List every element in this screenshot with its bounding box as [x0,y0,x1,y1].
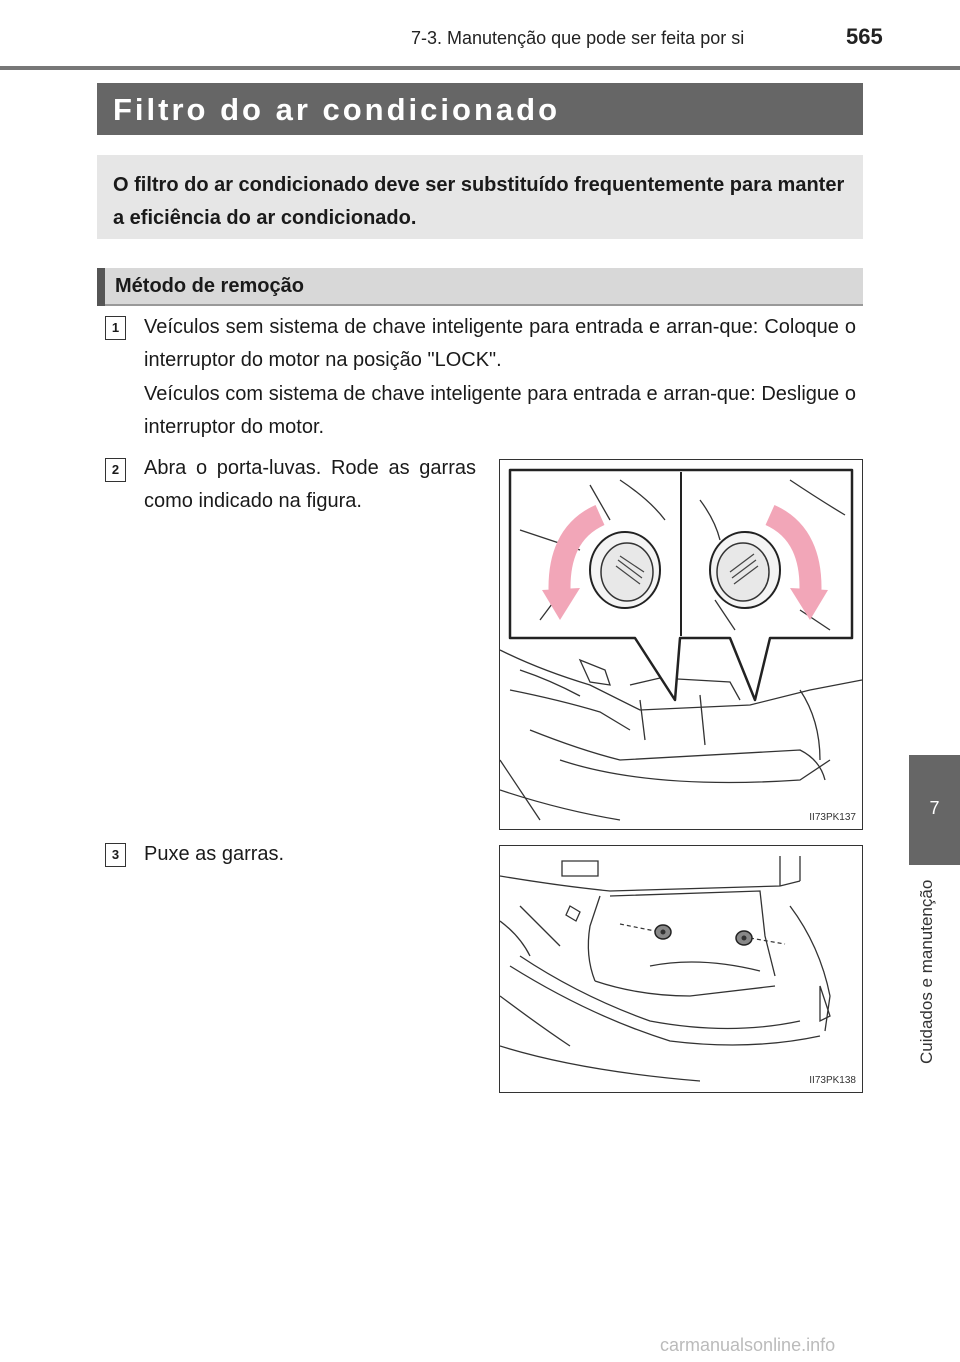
title-bar [97,83,863,135]
step-1-number: 1 [105,316,126,340]
glovebox-claws-illustration [500,460,862,829]
subsection-title: Método de remoção [115,275,304,297]
intro-text: O filtro do ar condicionado deve ser substituído frequentemente para manter a eficiência do ar condicionado. [113,174,845,229]
step-1-text-b: Veículos com sistema de chave inteligente para entrada e arran-que: Desligue o interruptor do motor. [144,383,856,438]
watermark: carmanualsonline.info [660,1335,836,1355]
header-section-title: 7-3. Manutenção que pode ser feita por si [411,28,745,48]
chapter-tab [909,755,960,865]
step-3-text: Puxe as garras. [144,843,285,865]
step-2-number: 2 [105,458,126,482]
pull-claws-illustration [500,846,862,1092]
subsection-bar [97,268,863,306]
page-title: Filtro do ar condicionado [113,92,560,127]
chapter-number: 7 [929,798,940,818]
figure-pull-claws [499,845,863,1093]
subsection-accent [97,268,105,306]
header-rule [0,66,960,70]
step-2-text: Abra o porta-luvas. Rode as garras como indicado na figura. [144,457,476,512]
chapter-label: Cuidados e manutenção [917,880,936,1065]
step-3-number: 3 [105,843,126,867]
figure-glovebox-claws [499,459,863,830]
page-number: 565 [846,24,883,49]
step-1-text-a: Veículos sem sistema de chave inteligente para entrada e arran-que: Coloque o interruptor do motor na posição "LOCK". [144,316,856,371]
intro-box [97,155,863,239]
figure-2-code: II73PK138 [809,1075,856,1086]
figure-1-code: II73PK137 [809,812,856,823]
